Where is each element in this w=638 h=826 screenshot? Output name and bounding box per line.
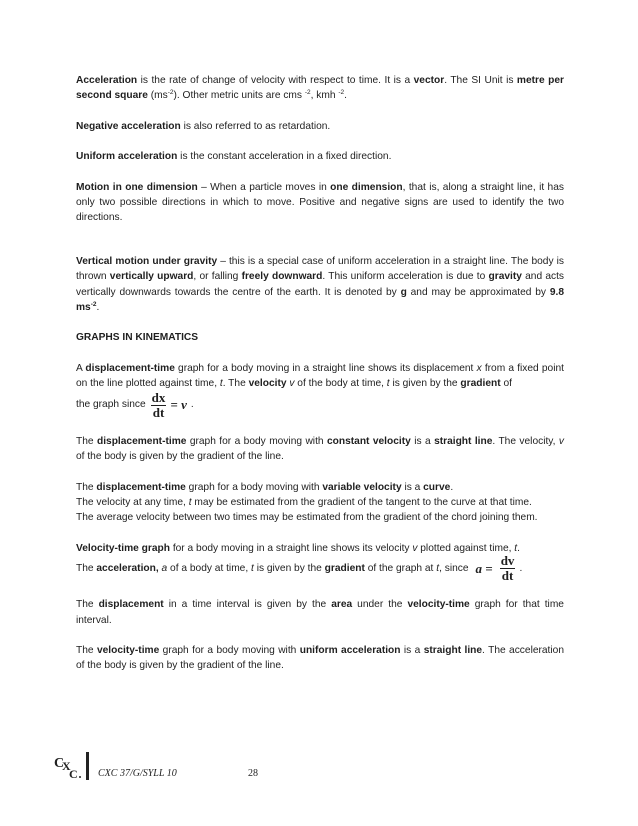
equation-rhs: = v [170,397,187,413]
paragraph-vertical-motion: Vertical motion under gravity – this is a special case of uniform acceleration in a straight line. The body is thrown vertically upward, or falling freely downward. This uniform acceleration is due to gravity and acts vertically downwards towards the centre of the earth. It is denoted by g and may be approximated by 9.8 $ms^{-2}$. [76,255,565,314]
cxc-logo-icon [54,754,82,780]
fraction-numerator: dx [151,389,166,405]
fraction-numerator: dv [500,553,515,569]
fraction-dx-dt [151,391,167,420]
paragraph-one-dimension: Motion in one dimension – When a particle moves in one dimension, that is, along a straight line, it has only two possible directions in which to move. Positive and negative signs are used to identify the two directions. [76,181,564,224]
paragraph-acceleration: Acceleration is the rate of change of velocity with respect to time. It is a vector. The SI Unit is metre per second square $(ms^{-2})$. Other metric units are cms $^{-2}$, kmh $^{-2}$. [76,75,565,102]
paragraph-uniform-acceleration: Uniform acceleration is the constant acceleration in a fixed direction. [76,151,392,163]
equation-velocity [76,391,564,420]
paragraph-displacement-time: A displacement-time graph for a body moving in a straight line shows its displacement x from a fixed point on the line plotted against time, t. The velocity v of the body at time, t is given by the gradient of [76,362,564,390]
equation-acceleration [76,554,564,583]
paragraph-velocity-time: Velocity-time graph for a body moving in a straight line shows its velocity v plotted against time, t. [76,542,520,554]
equation-acceleration-text: The acceleration, a of a body at time, t is given by the gradient of the graph at t, since [76,562,469,574]
page-footer [54,752,354,780]
svg-text:C: C [69,767,78,780]
section-heading: GRAPHS IN KINEMATICS [76,332,199,344]
svg-text:C: C [54,756,65,771]
page-body [76,73,564,689]
svg-text:X: X [62,759,71,773]
equation-end: . [190,399,194,411]
equation-lhs: a = [475,560,493,576]
paragraph-negative-acceleration: Negative acceleration is also referred to as retardation. [76,120,331,132]
fraction-denominator: dt [501,568,514,584]
equation-lead-text: the graph since [76,399,146,411]
equation-end: . [519,562,523,574]
paragraph-constant-velocity: The displacement-time graph for a body moving with constant velocity is a straight line. The velocity, v of the body is given by the gradient of the line. [76,435,564,463]
page-number: 28 [248,768,258,779]
fraction-denominator: dt [152,404,165,420]
paragraph-variable-velocity: The displacement-time graph for a body moving with variable velocity is a curve. The velocity at any time, t may be estimated from the gradient of the tangent to the curve at that time. The average velocity between two times may be estimated from the gradient of the chord joining them. [76,481,538,524]
paragraph-displacement-area: The displacement in a time interval is given by the area under the velocity-time graph for that time interval. [76,599,564,626]
fraction-dv-dt [500,554,516,583]
syllabus-code: CXC 37/G/SYLL 10 [98,768,177,779]
footer-divider [86,752,89,780]
paragraph-uniform-acceleration-graph: The velocity-time graph for a body moving with uniform acceleration is a straight line. The acceleration of the body is given by the gradient of the line. [76,644,564,672]
cxc-logo-graphic [54,754,82,780]
